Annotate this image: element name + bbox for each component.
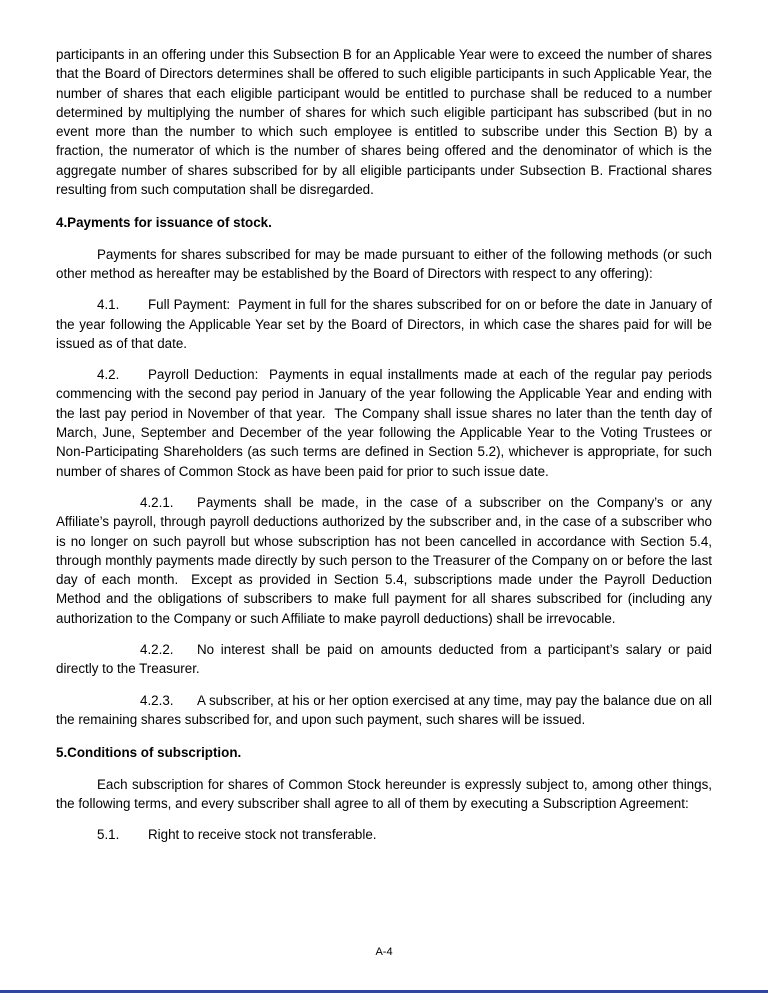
section-4-1-paragraph (56, 295, 712, 353)
section-4-2-2-text: No interest shall be paid on amounts deducted from a participant’s salary or paid directly to the Treasurer. (56, 642, 712, 677)
section-5-1-paragraph (56, 825, 712, 844)
page-number: A-4 (375, 946, 393, 958)
section-4-heading: 4.Payments for issuance of stock. (56, 215, 272, 231)
section-4-2-2-number: 4.2.2. (140, 642, 174, 658)
section-4-2-paragraph (56, 365, 712, 481)
section-4-2-1-text: Payments shall be made, in the case of a subscriber on the Company’s or any Affiliate’s payroll, through payroll deductions authorized by the subscriber and, in the case of a subscriber who is no longer on such payroll but whose subscription has not been cancelled in accordance with Section 5.4, through monthly payments made directly by such person to the Treasurer of the Company on or before the last day of each month. Except as provided in Section 5.4, subscriptions made under the Payroll Deduction Method and the obligations of subscribers to make full payment for all shares subscribed for (including any authorization to the Company or such Affiliate to make payroll deductions) shall be irrevocable. (56, 494, 712, 626)
section-4-2-1-paragraph (56, 493, 712, 628)
section-4-2-3-text: A subscriber, at his or her option exercised at any time, may pay the balance due on all the remaining shares subscribed for, and upon such payment, such shares will be issued. (56, 692, 712, 727)
section-4-2-1-number: 4.2.1. (140, 494, 174, 510)
section-4-2-number: 4.2. (97, 367, 120, 383)
paragraph-continuation: participants in an offering under this Subsection B for an Applicable Year were to exceed the number of shares that the Board of Directors determines shall be offered to such eligible participants in such Applicable Year, the number of shares that each eligible participant would be entitled to purchase shall be reduced to a number determined by multiplying the number of shares for which such eligible participant has subscribed (but in no event more than the number to which such employee is entitled to subscribe under this Section B) by a fraction, the numerator of which is the number of shares being offered and the denominator of which is the aggregate number of shares subscribed for by all eligible participants under Subsection B. Fractional shares resulting from such computation shall be disregarded. (56, 47, 712, 198)
section-5-1-number: 5.1. (97, 827, 120, 843)
section-4-2-3-paragraph (56, 691, 712, 730)
section-4-intro-paragraph: Payments for shares subscribed for may be made pursuant to either of the following methods (or such other method as hereafter may be established by the Board of Directors with respect to any offering): (56, 246, 712, 281)
section-5-heading: 5.Conditions of subscription. (56, 745, 242, 761)
section-4-1-text: Full Payment: Payment in full for the shares subscribed for on or before the date in January of the year following the Applicable Year set by the Board of Directors, in which case the shares paid for will be issued as of that date. (56, 297, 712, 351)
section-5-intro-paragraph: Each subscription for shares of Common Stock hereunder is expressly subject to, among other things, the following terms, and every subscriber shall agree to all of them by executing a Subscription Agreement: (56, 776, 712, 811)
section-5-1-text: Right to receive stock not transferable. (148, 827, 377, 843)
section-4-1-number: 4.1. (97, 297, 120, 313)
section-4-2-3-number: 4.2.3. (140, 692, 174, 708)
section-4-2-2-paragraph (56, 640, 712, 679)
section-4-2-text: Payroll Deduction: Payments in equal installments made at each of the regular pay periods commencing with the second pay period in January of the year following the Applicable Year and ending with the last pay period in November of that year. The Company shall issue shares no later than the tenth day of March, June, September and December of the year following the Applicable Year to the Voting Trustees or Non-Participating Shareholders (as such terms are defined in Section 5.2), whichever is appropriate, for such number of shares of Common Stock as have been paid for prior to such issue date. (56, 367, 712, 479)
